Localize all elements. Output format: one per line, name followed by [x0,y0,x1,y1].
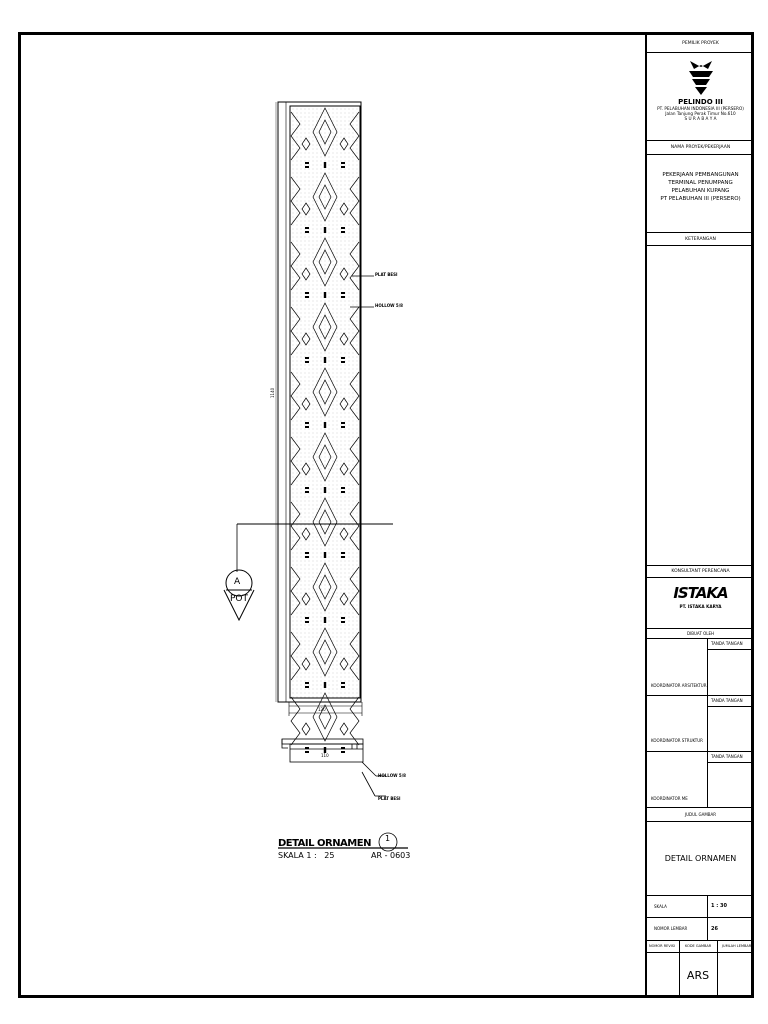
project-header: NAMA PROYEK/PEKERJAAN [647,141,754,155]
owner-section [647,53,754,141]
coord-arch-row [647,639,754,696]
project-line-2: TERMINAL PENUMPANG [668,180,733,186]
detail-title: DETAIL ORNAMEN [278,838,371,849]
drawing-title-header: JUDUL GAMBAR [647,808,754,822]
project-lines [647,155,754,233]
section-letter: A [234,577,241,587]
project-line-1: PEKERJAAN PEMBANGUNAN [662,172,739,178]
hollow-callout: HOLLOW 5/8 [375,303,403,308]
consultant-name: PT. ISTAKA KARYA [679,604,722,609]
consultant-header: KONSULTANT PERENCANA [647,566,754,578]
width-dimension: 120 [318,707,326,712]
ornament-panel-inner [290,106,360,698]
scale-row [647,896,754,918]
detail-scale: SKALA 1 : 25 [278,851,335,860]
signature-label-1: TANDA TANGAN [711,641,743,646]
scale-value: 1 : 30 [711,903,727,909]
notes-header: KETERANGAN [647,233,754,246]
plat-besi-callout: PLAT BESI [375,272,398,277]
count-label: JUMLAH LEMBAR [722,944,752,948]
sheet-row [647,918,754,941]
coord-me-label: KOORDINATOR ME [651,796,688,801]
owner-address: Jalan Tanjung Perak Timur No.610 [665,111,736,116]
drawing-title: DETAIL ORNAMEN [647,822,754,896]
hollow-section-callout: HOLLOW 5/8 [378,773,406,778]
detail-sheet: AR - 0603 [371,851,411,860]
notes-area [647,246,754,566]
code-header-row [647,941,754,953]
istaka-logo: ISTAKA [673,584,728,602]
coord-struct-row [647,696,754,752]
section-dimension: 110 [321,753,329,758]
project-line-4: PT PELABUHAN III (PERSERO) [660,196,741,202]
pelindo-logo-text: PELINDO III [678,98,723,106]
coord-me-row [647,752,754,808]
made-by-header: DIBUAT OLEH [647,629,754,639]
code-value: ARS [686,969,710,982]
plat-section-callout: PLAT BESI [378,796,401,801]
owner-name: PT. PELABUHAN INDONESIA III (PERSERO) [657,106,744,111]
owner-city: S U R A B A Y A [684,116,717,121]
coord-struct-label: KOORDINATOR STRUKTUR [651,738,703,743]
sheet-value: 26 [711,926,718,932]
project-line-3: PELABUHAN KUPANG [671,188,730,194]
code-label: KODE GAMBAR [685,944,712,948]
detail-number: 1 [385,834,391,843]
height-dimension: 1140 [270,387,275,398]
owner-header: PEMILIK PROYEK [647,35,754,53]
coord-arch-label: KOORDINATOR ARSITEKTUR [651,683,707,688]
signature-label-2: TANDA TANGAN [711,698,743,703]
revision-label: NOMOR REVISI [649,944,676,948]
consultant-section [647,578,754,629]
section-label: POT [230,594,249,604]
signature-label-3: TANDA TANGAN [711,754,743,759]
title-block [645,35,754,998]
scale-label: SKALA [654,904,667,909]
sheet-label: NOMOR LEMBAR [654,926,688,931]
plan-section-detail [282,739,386,796]
pelindo-logo-icon [686,57,716,97]
